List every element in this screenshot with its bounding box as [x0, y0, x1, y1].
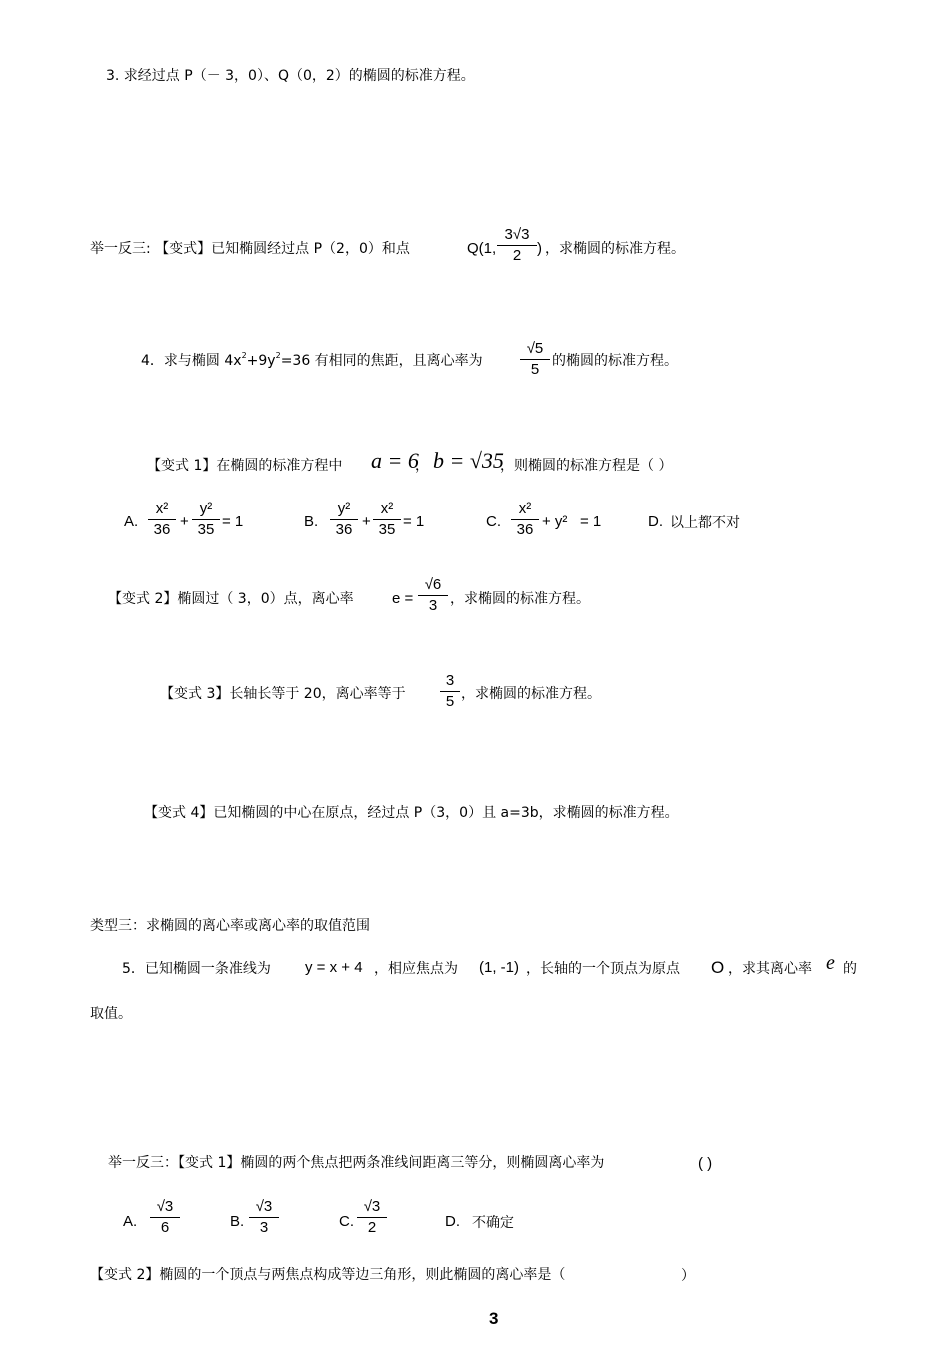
variant-1-prefix: 【变式 1】在椭圆的标准方程中: [147, 458, 343, 474]
question-4-text-c: =36 有相同的焦距，且离心率为: [280, 353, 483, 369]
option-b-label: B.: [304, 513, 319, 530]
option-c-label: C.: [339, 1213, 354, 1230]
question-5-part-3: ，长轴的一个顶点为原点: [526, 961, 680, 977]
question-5-part-4: ，求其离心率: [728, 961, 812, 977]
option-a-fraction-2: [192, 500, 220, 539]
option-b-fraction-1: [330, 500, 358, 539]
fraction-denominator: 3: [259, 1219, 269, 1236]
variant-3b-prefix: 【变式 3】长轴长等于 20，离心率等于: [160, 686, 406, 702]
question-4-text-a: 4．求与椭圆 4x: [141, 353, 242, 369]
question-5-directrix-equation: y = x + 4: [305, 959, 363, 976]
fraction-numerator: √3: [156, 1198, 174, 1215]
option-b-label: B.: [230, 1213, 245, 1230]
option-c-fraction: [357, 1198, 387, 1237]
variant-2-e-label: e =: [392, 590, 414, 607]
exponent: 2: [241, 351, 247, 360]
option-b-fraction: [249, 1198, 279, 1237]
variant-3-point-q-open: Q(1,: [467, 240, 497, 257]
option-d-label: D.: [445, 1213, 460, 1230]
variant-3b-fraction: [440, 672, 460, 711]
fraction-numerator: √5: [526, 340, 544, 357]
question-5-part-1: 5．已知椭圆一条准线为: [122, 961, 271, 977]
question-4-prefix: [141, 350, 483, 370]
fraction-numerator: y²: [199, 500, 213, 517]
fraction-denominator: 35: [378, 521, 396, 538]
fraction-denominator: 5: [445, 693, 455, 710]
fraction-denominator: 3: [428, 597, 438, 614]
fraction-denominator: 2: [367, 1219, 377, 1236]
variant-2-suffix: ，求椭圆的标准方程。: [450, 591, 590, 607]
fraction-numerator: √3: [363, 1198, 381, 1215]
fraction-numerator: 3: [445, 672, 455, 689]
fraction-denominator: 2: [512, 247, 522, 264]
fraction-numerator: x²: [380, 500, 394, 517]
option-a-equals: = 1: [222, 513, 244, 530]
question-5-line-2: 取值。: [90, 1006, 132, 1022]
fraction-numerator: y²: [337, 500, 351, 517]
variant-3b-suffix: ，求椭圆的标准方程。: [461, 686, 601, 702]
variant-5-2-paren-close: ）: [681, 1268, 695, 1284]
variant-3-suffix: ，求椭圆的标准方程。: [545, 241, 685, 257]
option-d-text: 不确定: [472, 1215, 514, 1231]
fraction-numerator: √3: [255, 1198, 273, 1215]
fraction-denominator: 36: [335, 521, 353, 538]
fraction-numerator: √6: [424, 576, 442, 593]
fraction-denominator: 6: [160, 1219, 170, 1236]
option-a-fraction: [150, 1198, 180, 1237]
variant-5-2: 【变式 2】椭圆的一个顶点与两焦点构成等边三角形，则此椭圆的离心率是（: [90, 1267, 566, 1283]
variant-3-point-q-close: ): [537, 240, 542, 257]
page-number: 3: [489, 1309, 499, 1328]
option-c-fraction: [511, 500, 539, 539]
variant-5-1: 举一反三：【变式 1】椭圆的两个焦点把两条准线间距离三等分，则椭圆离心率为: [108, 1155, 605, 1171]
question-5-focus-point: (1, -1): [479, 959, 520, 976]
fraction-numerator: x²: [155, 500, 169, 517]
fraction-denominator: 36: [516, 521, 534, 538]
variant-1-comma: ，: [415, 458, 429, 474]
question-4-fraction: [520, 340, 550, 379]
question-5-part-5: 的: [843, 961, 857, 977]
question-4-text-b: +9y: [246, 353, 276, 369]
variant-1-b-value: b = √35: [433, 448, 504, 473]
option-a-fraction-1: [148, 500, 176, 539]
fraction-numerator: x²: [518, 500, 532, 517]
option-b-equals: = 1: [403, 513, 425, 530]
fraction-denominator: 36: [153, 521, 171, 538]
variant-3-prefix: 举一反三: 【变式】已知椭圆经过点 P（2，0）和点: [90, 241, 410, 257]
exponent: 2: [275, 351, 281, 360]
variant-2-prefix: 【变式 2】椭圆过（ 3，0）点，离心率: [108, 591, 354, 607]
option-c-equals: = 1: [580, 513, 602, 530]
variant-1-suffix: ，则椭圆的标准方程是（ ）: [500, 458, 673, 474]
question-4-suffix: 的椭圆的标准方程。: [552, 353, 678, 369]
variant-2-fraction: [418, 576, 448, 615]
option-a-plus: +: [180, 513, 189, 530]
option-c-plus-y-squared: + y²: [542, 513, 568, 530]
option-d-label: D.: [648, 513, 663, 530]
fraction-numerator: 3√3: [504, 226, 530, 243]
variant-5-1-paren: ( ): [698, 1155, 713, 1172]
fraction-denominator: 35: [197, 521, 215, 538]
fraction-denominator: 5: [530, 361, 540, 378]
option-a-label: A.: [123, 1213, 138, 1230]
question-5-part-2: ，相应焦点为: [374, 961, 458, 977]
variant-4: 【变式 4】已知椭圆的中心在原点，经过点 P（3，0）且 a=3b，求椭圆的标准方程。: [144, 805, 679, 821]
variant-1-a-value: a = 6: [371, 448, 419, 473]
question-5-eccentricity-e: e: [826, 952, 835, 974]
option-b-fraction-2: [373, 500, 401, 539]
section-type-3-heading: 类型三：求椭圆的离心率或离心率的取值范围: [90, 918, 370, 934]
option-a-label: A.: [124, 513, 139, 530]
option-c-label: C.: [486, 513, 501, 530]
variant-3-fraction: [497, 226, 537, 265]
option-b-plus: +: [362, 513, 371, 530]
option-d-text: 以上都不对: [670, 515, 740, 531]
question-3: 3. 求经过点 P（－ 3，0）、Q（0，2）的椭圆的标准方程。: [106, 68, 475, 84]
question-5-origin-o: O: [711, 958, 725, 977]
